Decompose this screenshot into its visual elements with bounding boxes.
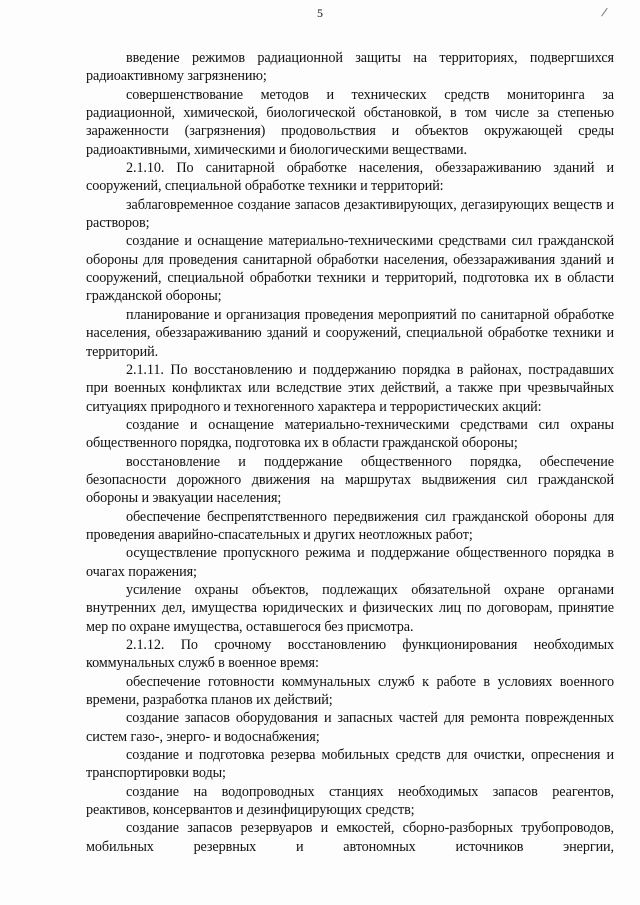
paragraph: обеспечение готовности коммунальных служб к работе в условиях военного времени, разработка планов их действий; bbox=[86, 673, 614, 709]
document-body bbox=[86, 49, 614, 856]
section-heading-paragraph: 2.1.12. По срочному восстановлению функционирования необходимых коммунальных служб в военное время: bbox=[86, 637, 614, 672]
paragraph: создание и подготовка резерва мобильных средств для очистки, опреснения и транспортировки воды; bbox=[86, 747, 614, 782]
paragraph: обеспечение беспрепятственного передвижения сил гражданской обороны для проведения аварийно-спасательных и других неотложных работ; bbox=[86, 508, 614, 543]
paragraph: введение режимов радиационной защиты на территориях, подвергшихся радиоактивному загрязнению; bbox=[86, 50, 614, 85]
paragraph: заблаговременное создание запасов дезактивирующих, дегазирующих веществ и растворов; bbox=[86, 196, 614, 232]
paragraph: создание и оснащение материально-техническими средствами сил гражданской обороны для проведения санитарной обработки населения, обеззараживания зданий и сооружений, специальной обработки техники и территорий, подготовка их в области гражданской обороны; bbox=[86, 233, 614, 305]
paragraph: создание запасов оборудования и запасных частей для ремонта поврежденных систем газо-, энерго- и водоснабжения; bbox=[86, 710, 614, 745]
section-heading-paragraph: 2.1.11. По восстановлению и поддержанию порядка в районах, пострадавших при военных конфликтах или вследствие этих действий, а также при чрезвычайных ситуациях природного и техногенного характера и террористических акций: bbox=[86, 361, 614, 415]
paragraph: осуществление пропускного режима и поддержание общественного порядка в очагах поражения; bbox=[86, 545, 614, 580]
paragraph: совершенствование методов и технических средств мониторинга за радиационной, химической, биологической обстановкой, в том числе за степенью зараженности (загрязнения) продовольствия и объектов окружающей среды радиоактивными, химическими и биологическими веществами. bbox=[86, 86, 614, 158]
paragraph: восстановление и поддержание общественного порядка, обеспечение безопасности дорожного движения на маршрутах выдвижения сил гражданской обороны и эвакуации населения; bbox=[86, 453, 614, 507]
paragraph: усиление охраны объектов, подлежащих обязательной охране органами внутренних дел, имущества юридических и физических лиц по договорам, принятие мер по охране имущества, оставшегося без присмотра. bbox=[86, 581, 614, 635]
paragraph: создание и оснащение материально-техническими средствами сил охраны общественного порядка, подготовка их в области гражданской обороны; bbox=[86, 416, 614, 452]
paragraph: создание на водопроводных станциях необходимых запасов реагентов, реактивов, консервантов и дезинфицирующих средств; bbox=[86, 783, 614, 819]
page-number: 5 bbox=[317, 6, 323, 20]
paragraph: создание запасов резервуаров и емкостей, сборно-разборных трубопроводов, мобильных резервных и автономных источников энергии, bbox=[86, 820, 614, 855]
paragraph: планирование и организация проведения мероприятий по санитарной обработке населения, обеззараживанию зданий и сооружений, специальной обработке техники и территорий. bbox=[86, 306, 614, 360]
section-heading-paragraph: 2.1.10. По санитарной обработке населения, обеззараживанию зданий и сооружений, специальной обработке техники и территорий: bbox=[86, 160, 614, 195]
